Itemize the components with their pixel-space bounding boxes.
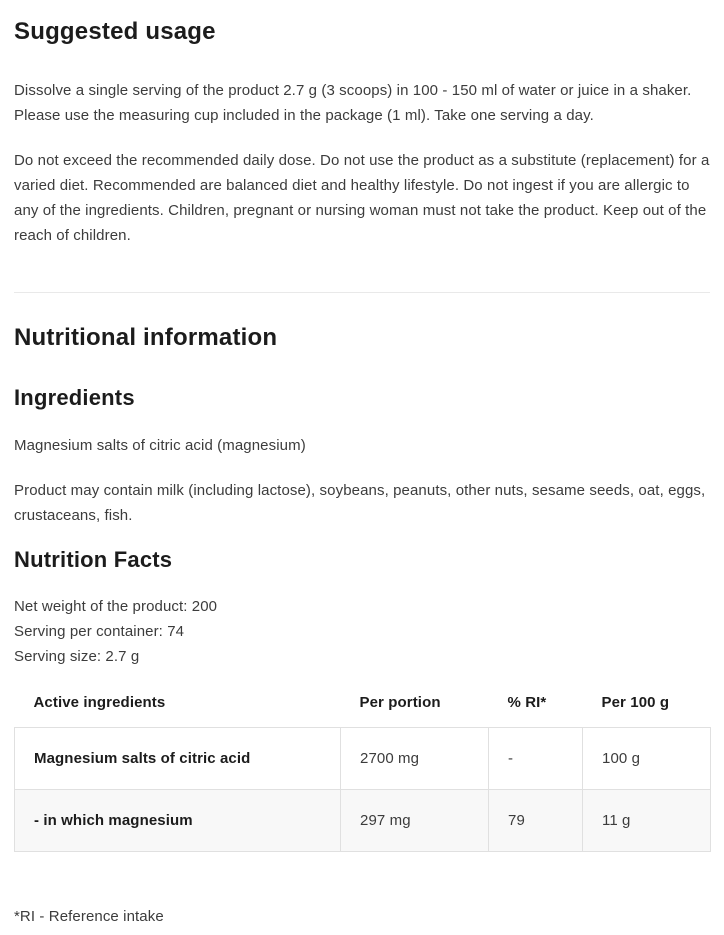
per-portion-cell: 2700 mg bbox=[341, 728, 489, 790]
nutrition-table-body bbox=[15, 728, 711, 852]
serving-info-block bbox=[14, 594, 710, 669]
table-header-row bbox=[15, 677, 711, 728]
section-divider bbox=[14, 292, 710, 293]
reference-intake-footnote: *RI - Reference intake bbox=[14, 908, 164, 925]
usage-instructions-paragraph: Dissolve a single serving of the product 2.7 g (3 scoops) in 100 - 150 ml of water or juice in a shaker. Please use the measuring cup included in the package (1 ml). Take one serving a day. bbox=[14, 82, 692, 124]
net-weight-line: Net weight of the product: 200 bbox=[14, 598, 218, 615]
nutrition-facts-heading: Nutrition Facts bbox=[14, 547, 173, 572]
table-row bbox=[15, 728, 711, 790]
table-row bbox=[15, 790, 711, 852]
per-100g-cell: 11 g bbox=[583, 790, 711, 852]
serving-size-line: Serving size: 2.7 g bbox=[14, 648, 140, 665]
header-per-100g: Per 100 g bbox=[601, 693, 670, 711]
allergen-note-text: Product may contain milk (including lactose), soybeans, peanuts, other nuts, sesame seeds, oat, eggs, crustaceans, fish. bbox=[14, 482, 706, 524]
ri-percent-cell: - bbox=[489, 728, 583, 790]
header-active-ingredients: Active ingredients bbox=[33, 693, 166, 711]
per-portion-cell: 297 mg bbox=[341, 790, 489, 852]
suggested-usage-heading: Suggested usage bbox=[14, 18, 216, 45]
ingredient-name-cell: - in which magnesium bbox=[15, 790, 341, 852]
nutrition-table-header bbox=[15, 677, 711, 728]
per-100g-cell: 100 g bbox=[583, 728, 711, 790]
ri-percent-cell: 79 bbox=[489, 790, 583, 852]
header-ri-percent: % RI* bbox=[507, 693, 547, 711]
ingredients-composition-text: Magnesium salts of citric acid (magnesium) bbox=[14, 437, 306, 454]
ingredients-heading: Ingredients bbox=[14, 385, 135, 410]
nutrition-facts-table bbox=[14, 677, 711, 852]
serving-per-container-line: Serving per container: 74 bbox=[14, 623, 185, 640]
header-per-portion: Per portion bbox=[359, 693, 441, 711]
usage-warnings-paragraph: Do not exceed the recommended daily dose. Do not use the product as a substitute (replacement) for a varied diet. Recommended are balanced diet and healthy lifestyle. Do not ingest if you are allergic to any of the ingredients. Children, pregnant or nursing woman must not take the product. Keep out of the reach of children. bbox=[14, 152, 710, 244]
nutritional-information-heading: Nutritional information bbox=[14, 324, 278, 351]
ingredient-name-cell: Magnesium salts of citric acid bbox=[15, 728, 341, 790]
